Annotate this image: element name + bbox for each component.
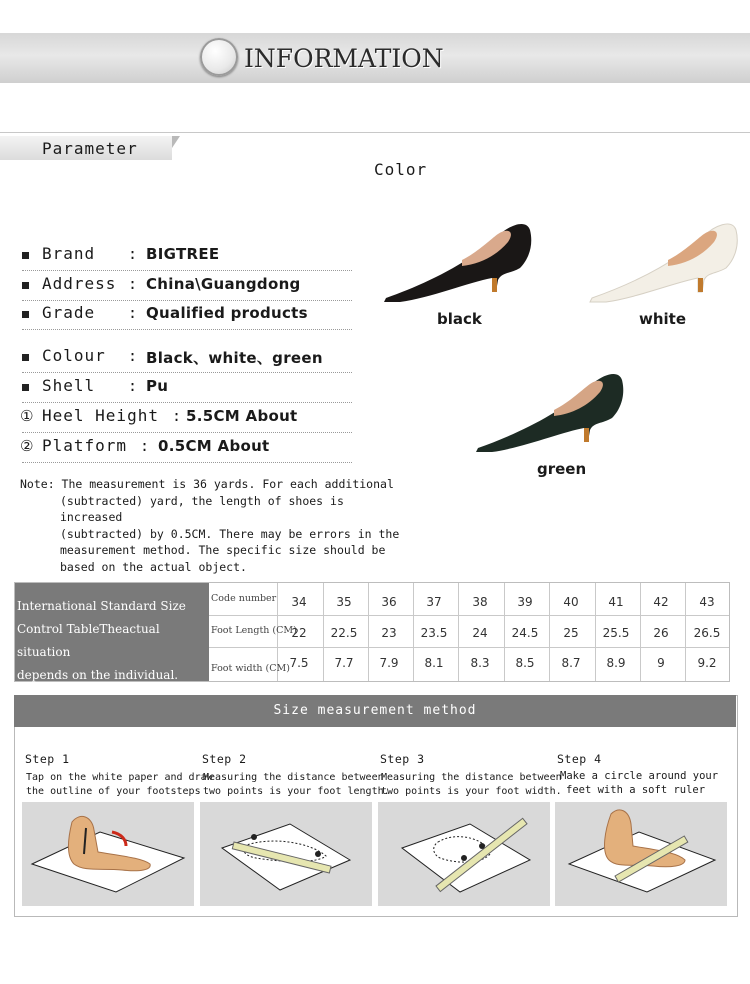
step-text-line: Tap on the white paper and draw (26, 772, 213, 783)
note-lead: Note: The measurement is 36 yards. For each additional (20, 477, 394, 491)
table-cell: 24 (472, 626, 488, 640)
step-title: Step 3 (380, 752, 425, 766)
param-row-colour (22, 346, 352, 373)
table-cell: 9 (657, 656, 665, 670)
table-cell: 39 (517, 595, 533, 609)
note-line: (subtracted) yard, the length of shoes is increased (60, 493, 344, 525)
square-bullet-icon (22, 384, 29, 391)
step-text-line: two points is your foot width. (381, 786, 562, 797)
table-cell: 7.9 (379, 656, 399, 670)
param-value: BIGTREE (146, 245, 220, 263)
step-text-line: two points is your foot length. (203, 786, 390, 797)
table-cell: 8.1 (424, 656, 444, 670)
param-value: Qualified products (146, 304, 308, 322)
table-cell: 8.9 (606, 656, 626, 670)
param-label: Shell (42, 376, 96, 395)
size-table-header-line: depends on the individual. (17, 668, 179, 682)
table-row-divider (209, 615, 729, 616)
table-cell: 7.7 (334, 656, 354, 670)
table-cell: 37 (426, 595, 442, 609)
shoe-heel (584, 428, 589, 442)
circle-ornament-icon (200, 38, 238, 76)
color-section-title: Color (374, 160, 428, 179)
step-title: Step 1 (25, 752, 70, 766)
step2-illustration (200, 802, 372, 906)
step-text-line: Make a circle around your (560, 770, 719, 782)
param-value: China\Guangdong (146, 275, 301, 293)
step3-illustration (378, 802, 550, 906)
step-description (560, 769, 718, 797)
shoe-heel (492, 278, 497, 292)
param-colon: : (172, 407, 182, 425)
measurement-title: Size measurement method (273, 703, 477, 718)
table-cell: 34 (291, 595, 307, 609)
size-note (20, 476, 410, 576)
note-line: measurement method. The specific size should be (60, 543, 386, 558)
table-cell: 26 (653, 626, 669, 640)
color-caption-black: black (437, 310, 482, 328)
circled-number: ① (20, 407, 34, 425)
size-table-header-line: International Standard Size (17, 599, 186, 613)
table-cell: 43 (699, 595, 715, 609)
table-row-divider (209, 647, 729, 648)
step-description (381, 771, 562, 799)
param-label: Heel Height (42, 406, 159, 425)
parameter-tab-label: Parameter (42, 139, 138, 158)
square-bullet-icon (22, 282, 29, 289)
size-table-header-line: Control TableTheactual situation (17, 622, 160, 659)
green-shoe-image (472, 366, 627, 456)
table-row-label: Foot Length (CM) (211, 625, 297, 636)
white-shoe-image (586, 216, 741, 306)
table-cell: 9.2 (697, 656, 717, 670)
param-value: 0.5CM About (158, 437, 270, 455)
note-line: (subtracted) by 0.5CM. There may be errors in the (60, 526, 400, 541)
table-cell: 25.5 (602, 626, 630, 640)
param-colon: : (128, 347, 138, 365)
param-label: Platform (42, 436, 128, 455)
color-caption-green: green (537, 460, 587, 478)
param-label: Colour (42, 346, 106, 365)
table-cell: 35 (336, 595, 352, 609)
divider (0, 132, 750, 133)
table-cell: 24.5 (511, 626, 539, 640)
table-cell: 36 (381, 595, 397, 609)
table-cell: 7.5 (289, 656, 309, 670)
param-colon: : (128, 275, 138, 293)
table-cell: 25 (563, 626, 579, 640)
table-cell: 8.7 (561, 656, 581, 670)
param-value: 5.5CM About (186, 407, 298, 425)
param-row-heel-height (22, 406, 352, 433)
step-title: Step 2 (202, 752, 247, 766)
table-row-label: Foot width (CM) (211, 663, 290, 674)
step-text-line: the outline of your footsteps (26, 786, 201, 797)
note-line: based on the actual object. (60, 559, 247, 574)
step-text-line: Measuring the distance between (203, 772, 384, 783)
param-value: Pu (146, 377, 169, 395)
step-text-line: feet with a soft ruler (566, 784, 706, 796)
square-bullet-icon (22, 311, 29, 318)
circled-number: ② (20, 437, 34, 455)
table-cell: 41 (608, 595, 624, 609)
param-label: Brand (42, 244, 96, 263)
table-cell: 8.3 (470, 656, 490, 670)
table-row-label: Code number (211, 593, 277, 604)
table-cell: 26.5 (693, 626, 721, 640)
size-table-header (15, 583, 209, 681)
param-value: Black、white、green (146, 349, 323, 367)
step4-illustration (555, 802, 727, 906)
table-cell: 22.5 (330, 626, 358, 640)
param-colon: : (128, 245, 138, 263)
step-description (26, 771, 213, 799)
step-description (203, 771, 390, 799)
black-shoe-image (380, 216, 535, 306)
table-cell: 42 (653, 595, 669, 609)
param-colon: : (128, 304, 138, 322)
param-label: Address (42, 274, 117, 293)
square-bullet-icon (22, 252, 29, 259)
page-title: INFORMATION (244, 44, 444, 73)
table-cell: 38 (472, 595, 488, 609)
param-row-shell (22, 376, 352, 403)
table-cell: 40 (563, 595, 579, 609)
table-cell: 22 (291, 626, 307, 640)
shoe-heel (698, 278, 703, 292)
table-cell: 8.5 (515, 656, 535, 670)
step-title: Step 4 (557, 752, 602, 766)
step1-illustration (22, 802, 194, 906)
param-colon: : (128, 377, 138, 395)
table-cell: 23 (381, 626, 397, 640)
param-row-address (22, 274, 352, 301)
param-colon: : (140, 437, 150, 455)
param-row-grade (22, 303, 352, 330)
table-cell: 23.5 (420, 626, 448, 640)
param-row-platform (22, 436, 352, 463)
step-text-line: Measuring the distance between (381, 772, 562, 783)
square-bullet-icon (22, 354, 29, 361)
color-caption-white: white (639, 310, 687, 328)
param-row-brand (22, 244, 352, 271)
size-table (14, 582, 730, 682)
param-label: Grade (42, 303, 96, 322)
